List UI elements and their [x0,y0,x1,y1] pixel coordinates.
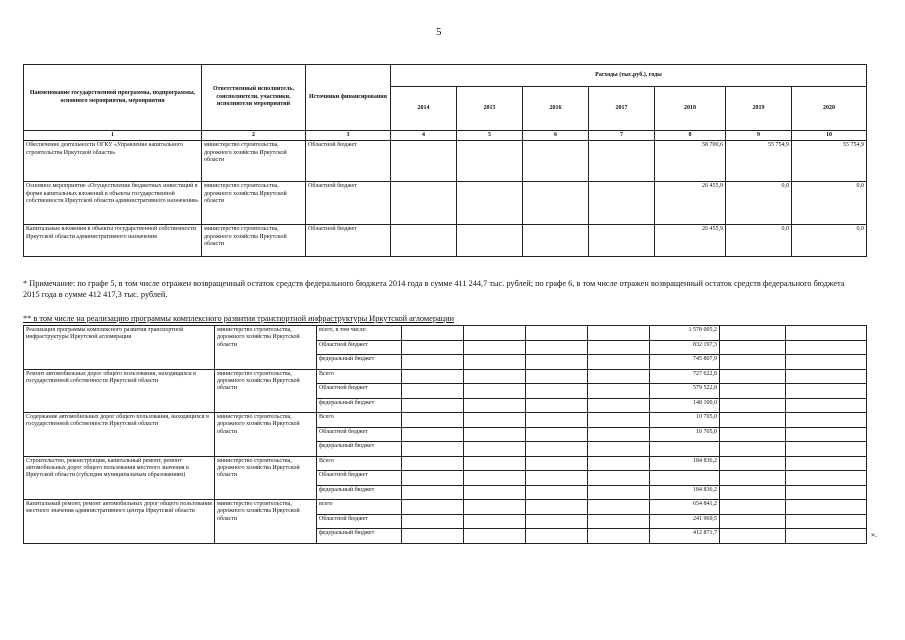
agglomeration-table [23,325,867,544]
row-value: 0,0 [726,225,792,257]
row-value: 0,0 [792,225,867,257]
empty-cell [526,355,588,370]
empty-cell [526,413,588,428]
line-source: Областной бюджет [317,384,402,399]
empty-cell [720,514,786,529]
empty-cell [720,384,786,399]
empty-cell [720,413,786,428]
row-value: 58 700,6 [655,141,726,182]
empty-cell [720,326,786,341]
line-value-2018 [650,471,720,486]
empty-cell [526,398,588,413]
empty-cell [720,369,786,384]
row-name: Обеспечение деятельности ОГКУ «Управление капитального строительства Иркутской области» [24,141,202,182]
group-name: Содержание автомобильных дорог общего пользования, находящихся в государственной собственности Иркутской области [24,413,215,457]
line-value-2018: 1 578 005,2 [650,326,720,341]
table-row [24,413,867,428]
column-index: 7 [589,131,655,141]
empty-cell [786,500,867,515]
header-expenses: Расходы (тыс.руб.), годы [391,65,867,87]
empty-cell [526,514,588,529]
empty-cell [402,514,464,529]
line-value-2018: 745 807,9 [650,355,720,370]
line-source: Всего [317,413,402,428]
row-value [523,141,589,182]
group-executor: министерство строительства, дорожного хозяйства Иркутской области [215,413,317,457]
row-value [523,225,589,257]
group-name: Капитальный ремонт, ремонт автомобильных дорог общего пользования местного значения административного центра Иркутской области [24,500,215,544]
empty-cell [786,427,867,442]
empty-cell [786,471,867,486]
line-source: федеральный бюджет [317,485,402,500]
empty-cell [588,326,650,341]
row-value [589,225,655,257]
row-value: 0,0 [726,182,792,225]
group-name: Реализация программы комплексного развития транспортной инфраструктуры Иркутской агломерации [24,326,215,370]
empty-cell [526,340,588,355]
empty-cell [402,471,464,486]
header-year: 2015 [457,87,523,131]
empty-cell [588,442,650,457]
row-source: Областной бюджет [306,141,391,182]
empty-cell [402,442,464,457]
empty-cell [720,485,786,500]
line-source: Областной бюджет [317,471,402,486]
table-row [24,141,867,182]
row-name: Основное мероприятие «Осуществление бюджетных инвестиций в форме капитальных вложений в объекты государственной собственности Иркутской области административного назначения» [24,182,202,225]
empty-cell [588,500,650,515]
empty-cell [588,514,650,529]
line-value-2018: 241 969,5 [650,514,720,529]
line-value-2018 [650,442,720,457]
group-executor: министерство строительства, дорожного хозяйства Иркутской области [215,369,317,413]
empty-cell [464,442,526,457]
empty-cell [402,500,464,515]
empty-cell [588,340,650,355]
empty-cell [786,456,867,471]
closing-quote: ». [871,530,877,539]
row-value: 55 754,9 [792,141,867,182]
column-index: 6 [523,131,589,141]
row-source: Областной бюджет [306,225,391,257]
empty-cell [526,456,588,471]
header-year: 2017 [589,87,655,131]
line-source: Всего [317,456,402,471]
footnote-2 [23,313,863,324]
empty-cell [588,471,650,486]
line-source: всего, в том числе: [317,326,402,341]
empty-cell [720,398,786,413]
empty-cell [786,326,867,341]
empty-cell [464,340,526,355]
row-value [391,141,457,182]
line-value-2018: 10 705,0 [650,413,720,428]
empty-cell [720,442,786,457]
empty-cell [464,369,526,384]
header-year: 2020 [792,87,867,131]
empty-cell [588,485,650,500]
empty-cell [464,529,526,544]
empty-cell [402,369,464,384]
empty-cell [526,326,588,341]
group-executor: министерство строительства, дорожного хозяйства Иркутской области [215,456,317,500]
empty-cell [402,326,464,341]
row-executor: министерство строительства, дорожного хозяйства Иркутской области [202,141,306,182]
footnote-2-text: ** в том числе на реализацию программы комплексного развития транспортной инфраструктуры Иркутской агломерации [23,314,455,323]
column-index: 10 [792,131,867,141]
empty-cell [720,471,786,486]
line-value-2018: 184 836,2 [650,485,720,500]
empty-cell [526,500,588,515]
group-executor: министерство строительства, дорожного хозяйства Иркутской области [215,326,317,370]
empty-cell [588,413,650,428]
header-source: Источники финансирования [306,65,391,131]
line-source: Областной бюджет [317,514,402,529]
empty-cell [402,340,464,355]
group-executor: министерство строительства, дорожного хозяйства Иркутской области [215,500,317,544]
line-source: федеральный бюджет [317,398,402,413]
empty-cell [720,529,786,544]
empty-cell [402,413,464,428]
page-number: 5 [436,26,442,38]
row-value [589,182,655,225]
empty-cell [526,529,588,544]
empty-cell [526,442,588,457]
empty-cell [786,398,867,413]
table-row [24,225,867,257]
group-name: Ремонт автомобильных дорог общего пользования, находящихся в государственной собственности Иркутской области [24,369,215,413]
empty-cell [464,427,526,442]
empty-cell [786,369,867,384]
row-value [589,141,655,182]
line-value-2018: 579 522,8 [650,384,720,399]
table-row [24,369,867,384]
header-year: 2018 [655,87,726,131]
empty-cell [786,485,867,500]
empty-cell [526,384,588,399]
empty-cell [720,500,786,515]
empty-cell [464,514,526,529]
line-source: федеральный бюджет [317,355,402,370]
empty-cell [588,398,650,413]
column-index: 3 [306,131,391,141]
empty-cell [720,340,786,355]
empty-cell [402,529,464,544]
line-source: федеральный бюджет [317,529,402,544]
empty-cell [464,398,526,413]
empty-cell [464,413,526,428]
line-value-2018: 727 622,8 [650,369,720,384]
table-row [24,456,867,471]
group-name: Строительство, реконструкция, капитальный ремонт, ремонт автомобильных дорог общего пользования местного значения в Иркутской области (субсидии муниципальным образованиям) [24,456,215,500]
line-source: всего [317,500,402,515]
table-row [24,500,867,515]
line-value-2018: 184 836,2 [650,456,720,471]
empty-cell [786,340,867,355]
row-source: Областной бюджет [306,182,391,225]
empty-cell [526,427,588,442]
column-index: 9 [726,131,792,141]
line-value-2018: 832 197,3 [650,340,720,355]
row-value: 0,0 [792,182,867,225]
empty-cell [720,355,786,370]
table-row [24,326,867,341]
empty-cell [402,355,464,370]
row-value [523,182,589,225]
empty-cell [464,485,526,500]
line-source: федеральный бюджет [317,442,402,457]
expenses-table [23,64,867,257]
row-executor: министерство строительства, дорожного хозяйства Иркутской области [202,182,306,225]
line-source: Областной бюджет [317,427,402,442]
row-value [457,141,523,182]
empty-cell [464,326,526,341]
empty-cell [588,529,650,544]
empty-cell [464,355,526,370]
column-index: 1 [24,131,202,141]
empty-cell [402,398,464,413]
empty-cell [464,471,526,486]
row-value: 55 754,9 [726,141,792,182]
empty-cell [786,514,867,529]
empty-cell [786,355,867,370]
header-name: Наименование государственной программы, подпрограммы, основного мероприятия, мероприятия [24,65,202,131]
line-value-2018: 654 841,2 [650,500,720,515]
empty-cell [526,485,588,500]
empty-cell [588,427,650,442]
empty-cell [402,427,464,442]
row-value [457,182,523,225]
line-source: Всего [317,369,402,384]
empty-cell [464,456,526,471]
row-name: Капитальные вложения в объекты государственной собственности Иркутской области административного назначения [24,225,202,257]
line-value-2018: 148 100,0 [650,398,720,413]
empty-cell [588,355,650,370]
line-value-2018: 10 705,0 [650,427,720,442]
column-index: 4 [391,131,457,141]
header-year: 2016 [523,87,589,131]
row-executor: министерство строительства, дорожного хозяйства Иркутской области [202,225,306,257]
empty-cell [464,500,526,515]
empty-cell [526,369,588,384]
line-value-2018: 412 871,7 [650,529,720,544]
empty-cell [720,427,786,442]
footnote-1: * Примечание: по графе 5, в том числе отражен возвращенный остаток средств федерального бюджета 2014 года в сумме 411 244,7 тыс. рублей; по графе 6, в том числе отражен возвращенный остаток средств федерального бюджета 2015 года в сумме 412 417,3 тыс. рублей. [23,279,845,299]
header-executor: Ответственный исполнитель, соисполнители, участники, исполнители мероприятий [202,65,306,131]
empty-cell [464,384,526,399]
row-value [457,225,523,257]
row-value: 26 455,9 [655,225,726,257]
column-index: 2 [202,131,306,141]
empty-cell [786,442,867,457]
column-index: 5 [457,131,523,141]
empty-cell [786,413,867,428]
empty-cell [588,369,650,384]
row-value [391,182,457,225]
empty-cell [720,456,786,471]
empty-cell [786,384,867,399]
row-value: 26 455,9 [655,182,726,225]
table-row [24,182,867,225]
empty-cell [402,485,464,500]
empty-cell [526,471,588,486]
column-index: 8 [655,131,726,141]
row-value [391,225,457,257]
header-year: 2014 [391,87,457,131]
line-source: Областной бюджет [317,340,402,355]
empty-cell [588,456,650,471]
empty-cell [402,384,464,399]
empty-cell [402,456,464,471]
empty-cell [588,384,650,399]
empty-cell [786,529,867,544]
header-year: 2019 [726,87,792,131]
